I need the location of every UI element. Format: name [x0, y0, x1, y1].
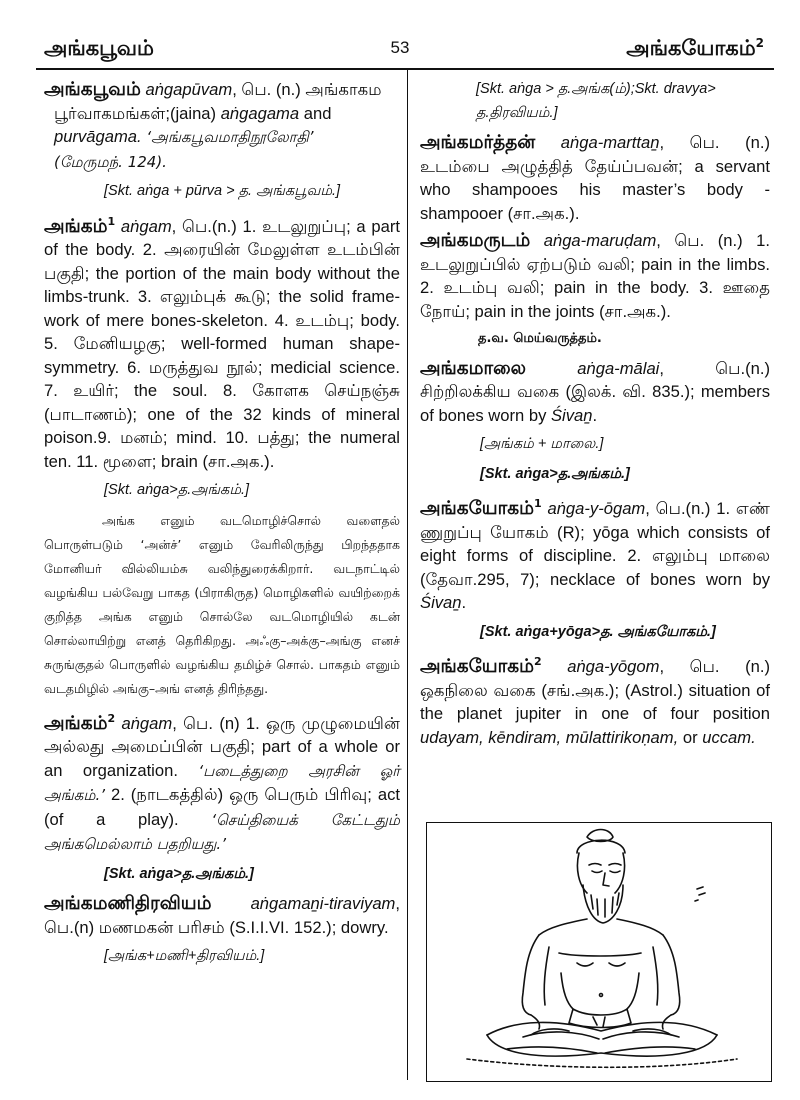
etymology: [அங்க+மணி+திரவியம்.]	[104, 948, 265, 965]
entry-angapuvam: அங்கபூவம் aṅgapūvam, பெ. (n.) அங்காகம பூர்வாகமங்கள்;(jaina) aṅgagama and purvāgama. ‘அங்கபூவமாதிநூலோதி’ (மேருமந். 124).	[44, 79, 382, 171]
header-rule	[36, 68, 774, 70]
tamil-equivalent: த.வ. மெய்வருத்தம்.	[478, 331, 602, 346]
headword: அங்கம்$^1$	[44, 214, 116, 237]
headword: அங்கமர்த்தன்	[420, 132, 536, 153]
headword: அங்கபூவம்	[44, 79, 141, 100]
column-divider	[407, 70, 408, 1080]
entry-anga-malai: அங்கமாலை aṅga-mālai, பெ.(n.) சிற்றிலக்கிய வகை (இலக். வி. 835.); members of bones worn by Śivaṉ.	[420, 357, 770, 425]
header-left-word: அங்கபூவம்	[44, 36, 154, 60]
etymology-note: அங்க எனும் வடமொழிச்சொல் வளைதல் பொருள்படும் ‘அன்ச்’ எனும் வேரிலிருந்து பிறந்ததாக மோனியர் வில்லியம்சு வலிந்துரைக்கிறார். வடநாட்டில் வழங்கிய பல்வேறு பாகத (பிராகிருத) மொழிகளில் வயிற்றைக் குறித்த அங்க எனும் சொல்லே வடமொழியில் கடன் சொல்லாயிற்று எனத் தெரிகிறது. அஃகு–அக்கு–அங்கு எனச் சுருங்குதல் பொருளில் வழங்கிய தமிழ்ச் சொல். பாகதம் எனும் வடதமிழில் அங்கு–அங் எனத் திரிந்தது.	[44, 512, 400, 696]
entry-anga-marttan: அங்கமர்த்தன் aṅga-marttaṉ, பெ. (n.) உடம்பை அழுத்தித் தேய்ப்பவன்; a servant who shampooes his master’s body - shampooer (சா.அக.).	[420, 132, 770, 223]
entry-anga-marudam: அங்கமருடம் aṅga-maruḍam, பெ. (n.) 1. உடலுறுப்பில் ஏற்படும் வலி; pain in the limbs. 2. உடம்பு வலி; pain in the body. 3. ஊதை நோய்; pain in the joints (சா.அக.).	[420, 230, 770, 321]
etymology: [அங்கம் + மாலை.]	[480, 436, 604, 452]
headword: அங்கம்$^2$	[44, 711, 116, 734]
header-right-word: அங்கயோகம்$^2$	[626, 36, 764, 60]
etymology: [Skt. aṅga+yōga>த. அங்கயோகம்.]	[480, 623, 716, 640]
page-header	[0, 0, 800, 72]
entry-angam-2: அங்கம்$^2$ aṅgam, பெ. (n) 1. ஒரு முழுமையின் அல்லது அமைப்பின் பகுதி; part of a whole or an organization. ‘படைத்துறை அரசின் ஓர் அங்கம்.’ 2. (நாடகத்தில்) ஒரு பெரும் பிரிவு; act (of a play). ‘செய்தியைக் கேட்டதும் அங்கமெல்லாம் பதறியது.’	[44, 711, 400, 854]
headword: அங்கயோகம்$^1$	[420, 497, 542, 520]
yogi-illustration	[426, 822, 772, 1082]
entry-angam-1: அங்கம்$^1$ aṅgam, பெ.(n.) 1. உடலுறுப்பு; a part of the body. 2. அரையின் மேலுள்ள உடம்பின் பகுதி; the portion of the main body without the limbs-trunk. 3. எலும்புக் கூடு; the solid frame-work of mere bones-skeleton. 4. உடம்பு; body. 5. மேனியழகு; well-formed human shape-symmetry. 6. மருத்துவ நூல்; medicial science. 7. உயிர்; the soul. 8. கோளக செய்நஞ்சு (பாடாணம்); one of the 32 kinds of mineral poison.9. மனம்; mind. 10. பத்து; the numeral ten. 11. மூளை; brain (சா.அக.).	[44, 214, 400, 471]
right-column	[420, 78, 770, 753]
yogi-lotus-pose-drawing	[427, 823, 771, 1081]
left-column	[44, 78, 400, 975]
page-number: 53	[390, 38, 410, 57]
etymology: [Skt. aṅga>த.அங்கம்.]	[480, 465, 630, 482]
headword: அங்கயோகம்$^2$	[420, 655, 542, 678]
etymology: [Skt. aṅga > த.அங்க(ம்);Skt. dravya> த.திரவியம்.]	[476, 81, 716, 121]
headword: அங்கமருடம்	[420, 230, 531, 251]
etymology: [Skt. aṅga>த.அங்கம்.]	[104, 482, 250, 499]
headword: அங்கமாலை	[420, 357, 527, 379]
entry-angamani-tiraviyam: அங்கமணிதிரவியம் aṅgamaṉi-tiraviyam, பெ.(n) மணமகன் பரிசம் (S.I.I.VI. 152.); dowry.	[44, 893, 400, 937]
etymology: [Skt. aṅga + pūrva > த. அங்கபூவம்.]	[104, 183, 341, 199]
entry-anga-yogam-1: அங்கயோகம்$^1$ aṅga-y-ōgam, பெ.(n.) 1. எண் ணுறுப்பு யோகம் (R); yōga which consists of eight forms of discipline. 2. எலும்பு மாலை (தேவா.295, 7); necklace of bones worn by Śivaṉ.	[420, 497, 770, 613]
entry-anga-yogam-2: அங்கயோகம்$^2$ aṅga-yōgom, பெ. (n.) ஒகநிலை வகை (சங்.அக.); (Astrol.) situation of the planet jupiter in one of four position udayam, kēndiram, mūlattirikoṇam, or uccam.	[420, 655, 770, 747]
etymology: [Skt. aṅga>த.அங்கம்.]	[104, 865, 254, 882]
headword: அங்கமணிதிரவியம்	[44, 893, 212, 915]
